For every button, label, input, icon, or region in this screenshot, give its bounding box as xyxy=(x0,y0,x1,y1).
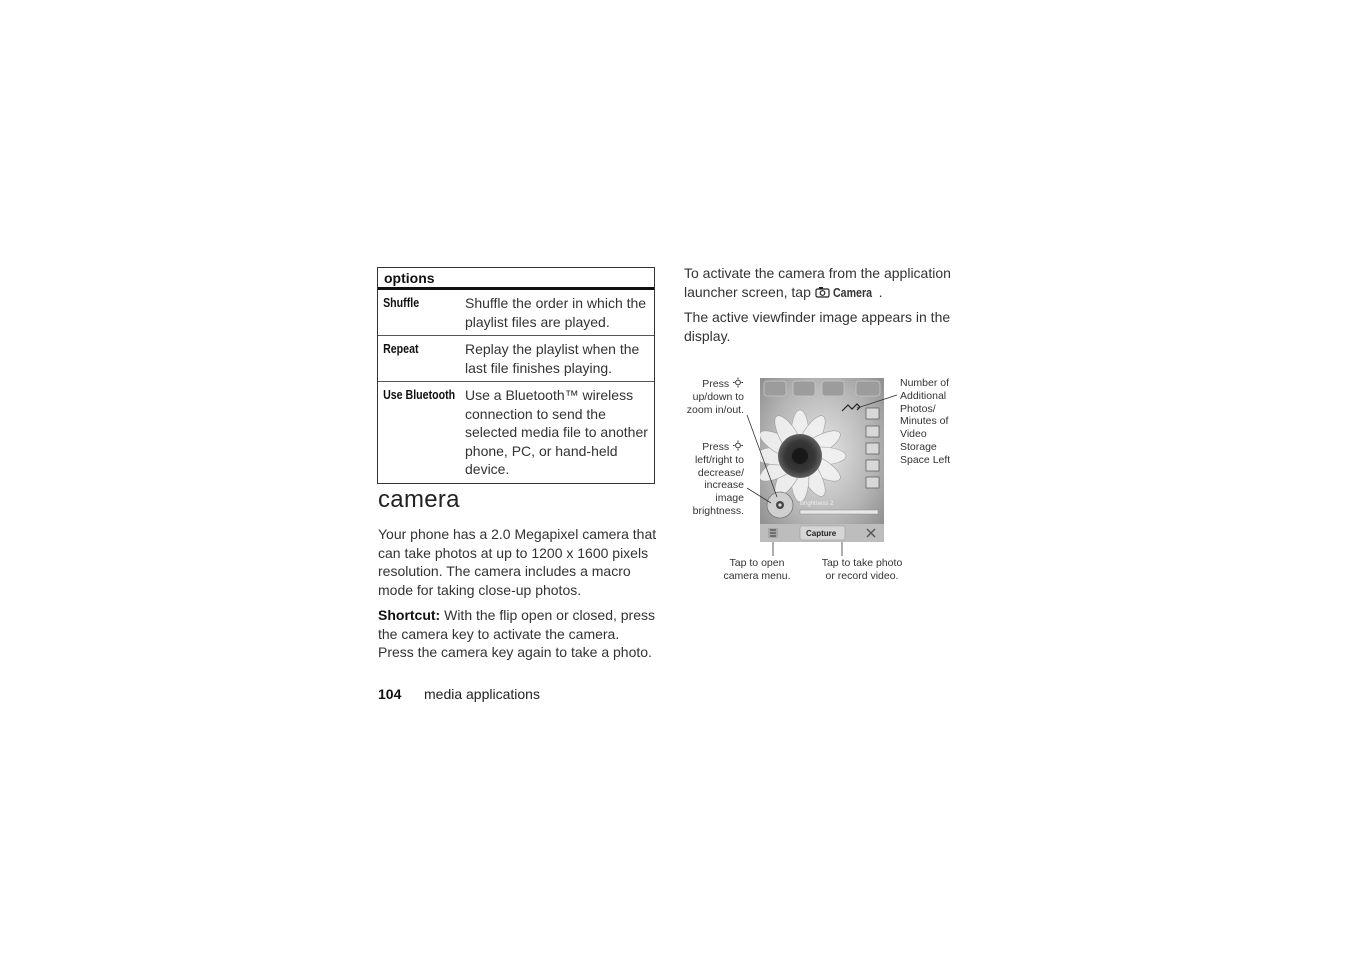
callout-zoom-press: Press xyxy=(702,378,732,390)
camera-icon xyxy=(815,286,830,298)
callout-storage: Number of Additional Photos/ Minutes of Video Storage Space Left xyxy=(900,377,951,466)
brightness-slider[interactable] xyxy=(800,510,878,514)
camera-app-label: Camera xyxy=(832,285,872,300)
table-row xyxy=(378,290,654,335)
shortcut-paragraph xyxy=(378,606,658,662)
options-table xyxy=(377,267,655,484)
nav-key-control[interactable] xyxy=(767,492,793,518)
page-number: 104 xyxy=(378,686,402,702)
callout-zoom xyxy=(680,377,744,416)
shortcut-text: With the flip open or closed, press the camera key to activate the camera. Press the camera key again to take a photo. xyxy=(378,607,655,661)
callout-capture: Tap to take photo or record video. xyxy=(821,557,903,582)
option-description: Shuffle the order in which the playlist files are played. xyxy=(465,295,647,330)
options-table-header: options xyxy=(378,268,654,290)
activate-paragraph xyxy=(684,264,959,302)
callout-brightness xyxy=(680,440,744,518)
camera-viewfinder-screen xyxy=(760,378,884,542)
intro-paragraph: Your phone has a 2.0 Megapixel camera that can take photos at up to 1200 x 1600 pixels resolution. The camera includes a macro mode for taking close-up photos. xyxy=(378,526,657,599)
callout-menu: Tap to open camera menu. xyxy=(723,557,791,582)
option-description: Replay the playlist when the last file finishes playing. xyxy=(465,341,640,376)
viewfinder-paragraph: The active viewfinder image appears in the display. xyxy=(684,309,951,344)
brightness-label: Brightness 2 xyxy=(800,501,834,507)
callout-brightness-text: left/right to decrease/ increase image brightness. xyxy=(692,453,744,517)
menu-icon[interactable] xyxy=(768,528,778,538)
activate-text-end: . xyxy=(878,283,883,300)
option-key: Repeat xyxy=(383,342,419,356)
table-row xyxy=(378,335,654,381)
callout-brightness-press: Press xyxy=(702,441,732,453)
footer-section-title: media applications xyxy=(424,686,540,702)
callout-zoom-text: up/down to zoom in/out. xyxy=(686,390,744,416)
shortcut-label: Shortcut: xyxy=(378,607,441,623)
table-row xyxy=(378,381,654,483)
option-key: Shuffle xyxy=(383,296,420,310)
section-heading: camera xyxy=(378,486,460,513)
activate-text: To activate the camera from the application launcher screen, tap xyxy=(684,265,951,300)
nav-key-icon xyxy=(732,440,744,451)
option-description: Use a Bluetooth™ wireless connection to send the selected media file to another phone, PC, or hand-held device. xyxy=(465,387,648,477)
capture-button-label: Capture xyxy=(806,529,837,538)
option-key: Use Bluetooth xyxy=(383,388,456,402)
nav-key-icon xyxy=(732,377,744,388)
top-toolbar xyxy=(764,381,880,396)
